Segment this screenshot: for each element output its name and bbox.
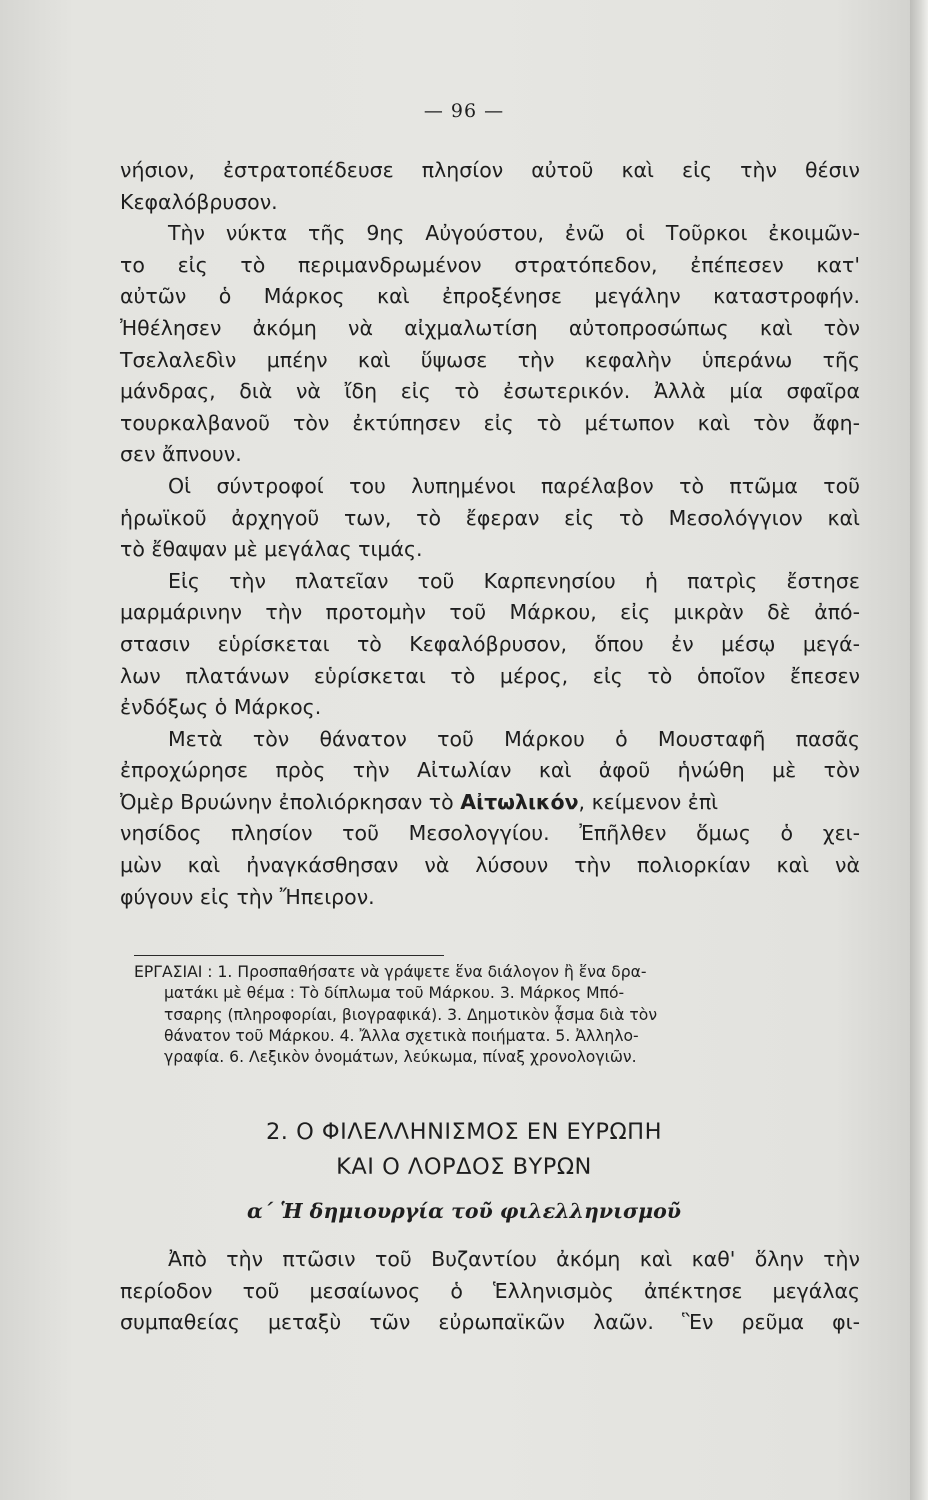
text-line: Κεφαλόβρυσον. xyxy=(120,189,278,214)
footnote-divider xyxy=(134,955,444,956)
exercise-text: θάνατον τοῦ Μάρκου. 4. Ἄλλα σχετικὰ ποιήματα. 5. Ἀλληλο- xyxy=(164,1026,639,1045)
text-line: Οἱ σύντροφοί του λυπημένοι παρέλαβον τὸ πτῶμα τοῦ xyxy=(168,473,860,498)
section-heading-line-2: ΚΑΙ Ο ΛΟΡΔΟΣ ΒΥΡΩΝ xyxy=(336,1154,592,1180)
text-line: αὐτῶν ὁ Μάρκος καὶ ἐπροξένησε μεγάλην καταστροφήν. xyxy=(120,284,860,309)
exercise-text: γραφία. 6. Λεξικὸν ὀνομάτων, λεύκωμα, πίναξ χρονολογιῶν. xyxy=(164,1048,637,1067)
text-line: ἐνδόξως ὁ Μάρκος. xyxy=(120,695,322,720)
text-line: τουρκαλβανοῦ τὸν ἐκτύπησεν εἰς τὸ μέτωπον καὶ τὸν ἄφη- xyxy=(120,410,860,435)
text-line: Ἀπὸ τὴν πτῶσιν τοῦ Βυζαντίου ἀκόμη καὶ καθ' ὅλην τὴν xyxy=(168,1247,860,1271)
text-segment: Ὀμὲρ Βρυώνην ἐπολιόρκησαν τὸ xyxy=(120,789,454,814)
section-text xyxy=(120,1244,860,1339)
text-line: το εἰς τὸ περιμανδρωμένον στρατόπεδον, ἐπέπεσεν κατ' xyxy=(120,252,860,277)
text-line: μαρμάρινην τὴν προτομὴν τοῦ Μάρκου, εἰς μικρὰν δὲ ἀπό- xyxy=(120,600,860,625)
exercises-label: ΕΡΓΑΣΙΑΙ : xyxy=(134,963,213,981)
text-line: Εἰς τὴν πλατεῖαν τοῦ Καρπενησίου ἡ πατρὶς ἔστησε xyxy=(168,568,860,593)
text-line: νήσιον, ἐστρατοπέδευσε πλησίον αὐτοῦ καὶ εἰς τὴν θέσιν xyxy=(120,158,860,182)
text-line: τὸ ἔθαψαν μὲ μεγάλας τιμάς. xyxy=(120,537,423,562)
text-line: νησίδος πλησίον τοῦ Μεσολογγίου. Ἐπῆλθεν ὅμως ὁ χει- xyxy=(120,821,860,846)
text-line: περίοδον τοῦ μεσαίωνος ὁ Ἑλληνισμὸς ἀπέκτησε μεγάλας xyxy=(120,1278,860,1303)
exercise-text: τσαρης (πληροφορίαι, βιογραφικά). 3. Δημοτικὸν ᾆσμα διὰ τὸν xyxy=(164,1005,658,1024)
text-line: συμπαθείας μεταξὺ τῶν εὐρωπαϊκῶν λαῶν. Ἓν ρεῦμα φι- xyxy=(120,1310,860,1335)
page-number: — 96 — xyxy=(423,100,505,122)
section-subheading: α΄ Ἡ δημιουργία τοῦ φιλελληνισμοῦ xyxy=(246,1199,682,1223)
place-name-aitolikon: Αἰτωλικόν xyxy=(460,789,579,814)
exercises-first-line xyxy=(134,962,860,983)
text-line xyxy=(120,787,860,819)
text-line: ἡρωϊκοῦ ἀρχηγοῦ των, τὸ ἔφεραν εἰς τὸ Μεσολόγγιον καὶ xyxy=(120,505,860,530)
text-line: λων πλατάνων εὑρίσκεται τὸ μέρος, εἰς τὸ ὁποῖον ἔπεσεν xyxy=(120,663,860,688)
text-segment: , κείμενον ἐπὶ xyxy=(578,789,719,814)
text-line: φύγουν εἰς τὴν Ἤπειρον. xyxy=(120,884,375,909)
text-line: Τσελαλεδὶν μπέην καὶ ὕψωσε τὴν κεφαλὴν ὑπεράνω τῆς xyxy=(120,347,860,372)
text-line: ἐπροχώρησε πρὸς τὴν Αἰτωλίαν καὶ ἀφοῦ ἡνώθη μὲ τὸν xyxy=(120,758,860,783)
text-line: μὼν καὶ ἠναγκάσθησαν νὰ λύσουν τὴν πολιορκίαν καὶ νὰ xyxy=(120,853,860,878)
section-heading-line-1: 2. Ο ΦΙΛΕΛΛΗΝΙΣΜΟΣ ΕΝ ΕΥΡΩΠΗ xyxy=(265,1119,663,1145)
text-line: Μετὰ τὸν θάνατον τοῦ Μάρκου ὁ Μουσταφῆ πασᾶς xyxy=(168,726,860,751)
text-line: στασιν εὑρίσκεται τὸ Κεφαλόβρυσον, ὅπου ἐν μέσῳ μεγά- xyxy=(120,631,860,656)
exercises-block xyxy=(134,962,860,1068)
exercise-text: ματάκι μὲ θέμα : Τὸ δίπλωμα τοῦ Μάρκου. 3. Μάρκος Μπό- xyxy=(164,984,625,1003)
text-line: Τὴν νύκτα τῆς 9ης Αὐγούστου, ἐνῶ οἱ Τοῦρκοι ἐκοιμῶν- xyxy=(168,221,860,246)
text-line: σεν ἄπνουν. xyxy=(120,442,242,467)
main-text xyxy=(120,155,860,913)
text-line: μάνδρας, διὰ νὰ ἴδη εἰς τὸ ἐσωτερικόν. Ἀλλὰ μία σφαῖρα xyxy=(120,379,860,404)
page-binding-edge xyxy=(910,0,928,1500)
text-line: Ἠθέλησεν ἀκόμη νὰ αἰχμαλωτίση αὐτοπροσώπως καὶ τὸν xyxy=(120,315,860,340)
exercise-text: 1. Προσπαθήσατε νὰ γράψετε ἕνα διάλογον ἢ ἕνα δρα- xyxy=(217,963,647,981)
